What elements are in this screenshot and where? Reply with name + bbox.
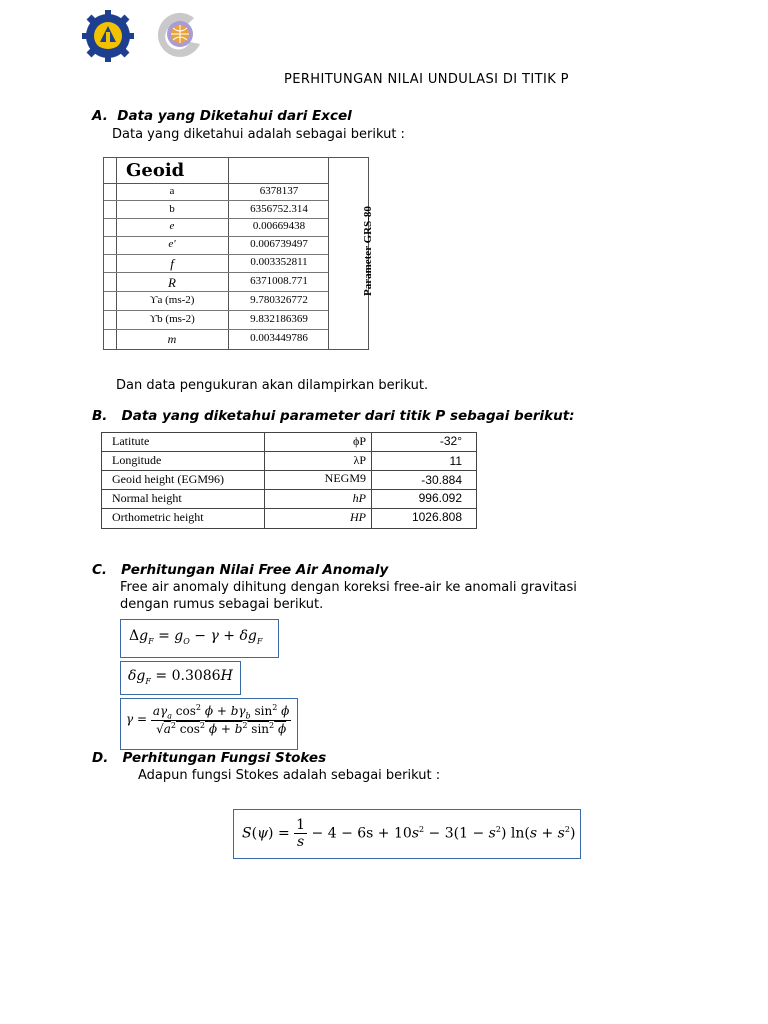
param-name: Geoid height (EGM96) [112,472,224,486]
geoid-row-label: ϒb (ms-2) [149,313,195,325]
geoid-row-value: 9.780326772 [250,294,308,306]
param-symbol: hP [352,491,366,505]
free-air-correction-formula-box [120,661,241,695]
point-p-parameter-table [101,432,477,529]
geoid-row-value: 6371008.771 [250,275,308,287]
section-a-letter: A. [92,108,108,124]
param-value: -30.884 [421,473,462,487]
geoid-row-label: m [167,332,177,346]
geoid-row-label: ϒa (ms-2) [149,294,195,306]
geoid-row-value: 6378137 [259,185,299,197]
geoid-parameter-table [103,157,374,350]
param-symbol: ϕP [353,434,366,448]
section-a-heading [92,108,352,124]
stokes-coefficient-3: 3 [444,825,454,842]
delta-symbol: Δ [129,628,140,644]
geoid-row-label: a [169,185,175,197]
normal-gravity-formula: γ = $\frac{a\gamma_a \cos^2 \phi + b\gamma_b \sin^2 \phi}{√a^2 \cos^2 \phi + b^2 \sin^2 \phi}$ [126,703,290,737]
param-name: Longitude [112,453,162,467]
section-c-line1: Free air anomaly dihitung dengan koreksi free-air ke anomali gravitasi [120,580,577,595]
free-air-correction-formula: $\delta g_F = 0.3086H$ [128,668,233,686]
grs80-side-label: Parameter GRS-80 [362,206,374,296]
param-symbol: λP [353,453,366,467]
globe-circle-logo [150,8,206,62]
section-c-line2: dengan rumus sebagai berikut. [120,597,324,612]
param-value: 996.092 [418,491,462,505]
param-value: -32° [439,434,462,448]
geoid-row-value: 0.00669438 [252,220,306,232]
section-c-heading [92,562,388,578]
stokes-coefficient-10: 10 [394,825,412,842]
section-b-title: Data yang diketahui parameter dari titik P sebagai berikut: [121,408,575,424]
geoid-row-label: e [169,220,175,232]
section-d-title: Perhitungan Fungsi Stokes [122,750,327,766]
section-a-intro: Data yang diketahui adalah sebagai berikut : [112,127,405,142]
section-d-heading [92,750,326,766]
free-air-coefficient: 0.3086 [171,668,221,684]
geoid-row-value: 6356752.314 [250,203,308,215]
section-c-letter: C. [92,562,108,578]
param-name: Orthometric height [112,510,204,524]
section-d-letter: D. [92,750,109,766]
section-d-intro: Adapun fungsi Stokes adalah sebagai berikut : [138,768,441,783]
stokes-function-formula: S(ψ) = $\frac{1}{s}$ − $4 - 6s + 10s^2 - 3(1 - s^2) \ln(s + s^2)$ [242,817,576,850]
geoid-row-label: b [169,203,175,215]
section-b-heading [92,408,575,424]
geoid-row-value: 9.832186369 [250,313,308,325]
free-air-anomaly-formula-box [120,619,279,658]
geoid-row-value: 0.006739497 [250,238,308,250]
param-value: 11 [449,454,462,468]
param-name: Normal height [112,491,182,505]
normal-gravity-formula-box [120,698,298,750]
param-name: Latitute [112,434,150,448]
stokes-constant: 4 [327,825,337,842]
section-b-letter: B. [92,408,108,424]
section-a-title: Data yang Diketahui dari Excel [117,108,352,124]
free-air-anomaly-formula: $\Delta g_F = g_O - \gamma + \delta g_F$ [129,628,263,646]
geoid-row-value: 0.003352811 [250,256,308,268]
stokes-function-formula-box [233,809,581,859]
its-emblem-logo [82,10,134,62]
section-c-title: Perhitungan Nilai Free Air Anomaly [121,562,389,578]
geoid-table-title: Geoid [126,160,185,181]
stokes-term-6s: 6s [357,825,374,842]
measurement-note: Dan data pengukuran akan dilampirkan berikut. [116,378,429,393]
geoid-row-label: R [168,275,176,290]
param-symbol: NEGM9 [324,471,366,485]
geoid-row-value: 0.003449786 [250,332,308,344]
param-value: 1026.808 [411,510,462,524]
page-title: PERHITUNGAN NILAI UNDULASI DI TITIK P [284,72,569,87]
geoid-row-label: e' [168,238,176,250]
geoid-row-label: f [170,256,174,271]
param-symbol: HP [350,510,366,524]
